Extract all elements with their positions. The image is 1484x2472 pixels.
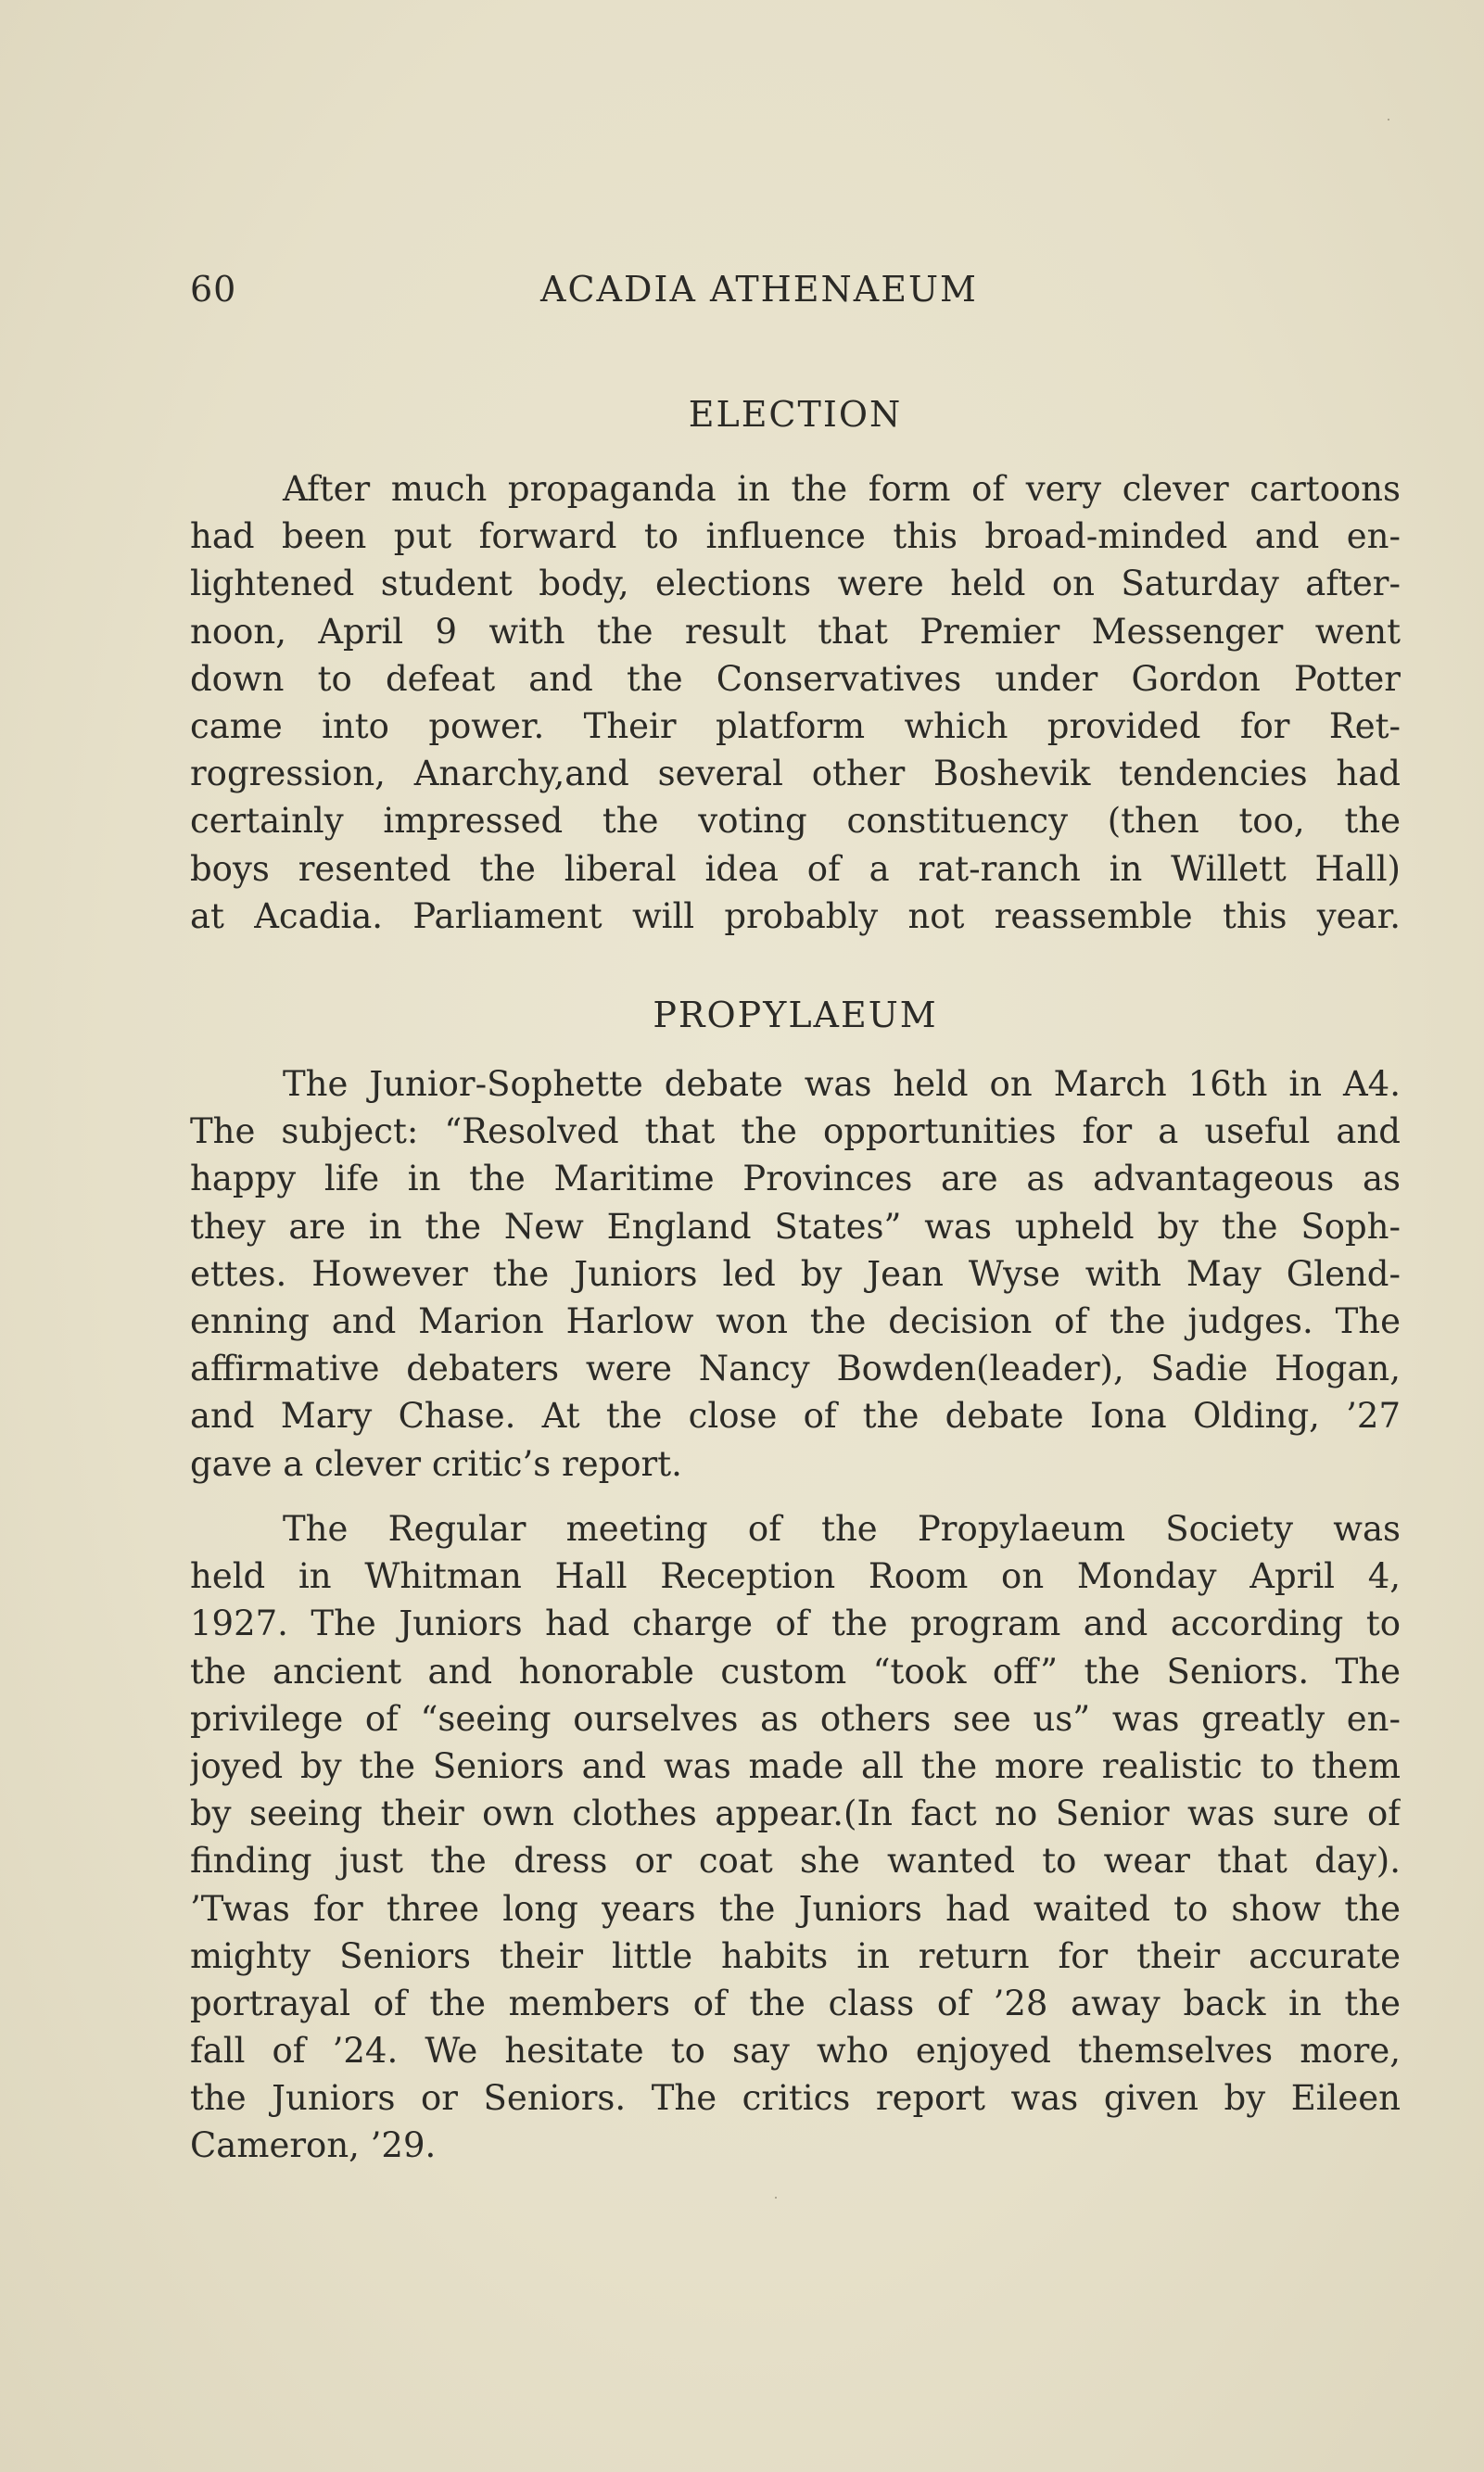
text-line: at Acadia. Parliament will probably not reassemble this year. — [190, 895, 1401, 936]
text-line: boys resented the liberal idea of a rat-ranch in Willett Hall) — [190, 848, 1401, 889]
text-line: gave a clever critic’s report. — [190, 1443, 682, 1484]
journal-title: ACADIA ATHENAEUM — [540, 269, 978, 310]
text-line: finding just the dress or coat she wanted to wear that day). — [190, 1841, 1401, 1882]
text-line: After much propaganda in the form of very clever cartoons — [283, 469, 1401, 509]
text-line: the Juniors or Seniors. The critics report was given by Eileen — [190, 2078, 1401, 2119]
text-line: The subject: “Resolved that the opportunities for a useful and — [190, 1111, 1401, 1152]
section-heading-election: ELECTION — [688, 394, 903, 435]
section-heading-propylaeum: PROPYLAEUM — [653, 995, 938, 1035]
text-line: had been put forward to influence this broad-minded and en- — [190, 516, 1401, 557]
text-line: noon, April 9 with the result that Premier Messenger went — [190, 611, 1401, 652]
text-line: happy life in the Maritime Provinces are as advantageous as — [190, 1159, 1401, 1199]
text-line: The Junior-Sophette debate was held on March 16th in A4. — [283, 1064, 1401, 1104]
text-line: joyed by the Seniors and was made all the more realistic to them — [190, 1745, 1401, 1786]
page-number: 60 — [190, 269, 237, 310]
text-line: 1927. The Juniors had charge of the program and according to — [190, 1604, 1401, 1644]
text-line: ’Twas for three long years the Juniors had waited to show the — [190, 1888, 1401, 1929]
paragraph-propylaeum-debate — [190, 1060, 1401, 1488]
text-line: by seeing their own clothes appear.(In fact no Senior was sure of — [190, 1794, 1401, 1834]
text-line: affirmative debaters were Nancy Bowden(leader), Sadie Hogan, — [190, 1349, 1401, 1389]
text-line: fall of ’24. We hesitate to say who enjoyed themselves more, — [190, 2031, 1401, 2072]
text-line: lightened student body, elections were held on Saturday after- — [190, 564, 1401, 604]
paper-speck — [1388, 119, 1389, 120]
text-line: and Mary Chase. At the close of the debate Iona Olding, ’27 — [190, 1396, 1401, 1437]
text-line: down to defeat and the Conservatives under Gordon Potter — [190, 658, 1401, 699]
text-line: ettes. However the Juniors led by Jean Wyse with May Glend- — [190, 1253, 1401, 1294]
paragraph-election — [190, 465, 1401, 940]
text-line: portrayal of the members of the class of ’28 away back in the — [190, 1983, 1401, 2023]
paper-speck — [775, 2197, 777, 2199]
text-line: enning and Marion Harlow won the decision of the judges. The — [190, 1300, 1401, 1341]
text-line: held in Whitman Hall Reception Room on Monday April 4, — [190, 1556, 1401, 1597]
text-line: they are in the New England States” was upheld by the Soph- — [190, 1206, 1401, 1247]
text-line: the ancient and honorable custom “took off” the Seniors. The — [190, 1651, 1401, 1692]
text-line: mighty Seniors their little habits in return for their accurate — [190, 1935, 1401, 1976]
text-line: came into power. Their platform which provided for Ret- — [190, 705, 1401, 746]
running-header — [190, 269, 1401, 315]
text-line: rogression, Anarchy,and several other Boshevik tendencies had — [190, 754, 1401, 794]
text-line: The Regular meeting of the Propylaeum Society was — [283, 1509, 1401, 1549]
text-line: Cameron, ’29. — [190, 2125, 437, 2166]
text-line: certainly impressed the voting constituency (then too, the — [190, 801, 1401, 842]
text-line: privilege of “seeing ourselves as others see us” was greatly en- — [190, 1698, 1401, 1739]
paragraph-propylaeum-meeting — [190, 1505, 1401, 2170]
